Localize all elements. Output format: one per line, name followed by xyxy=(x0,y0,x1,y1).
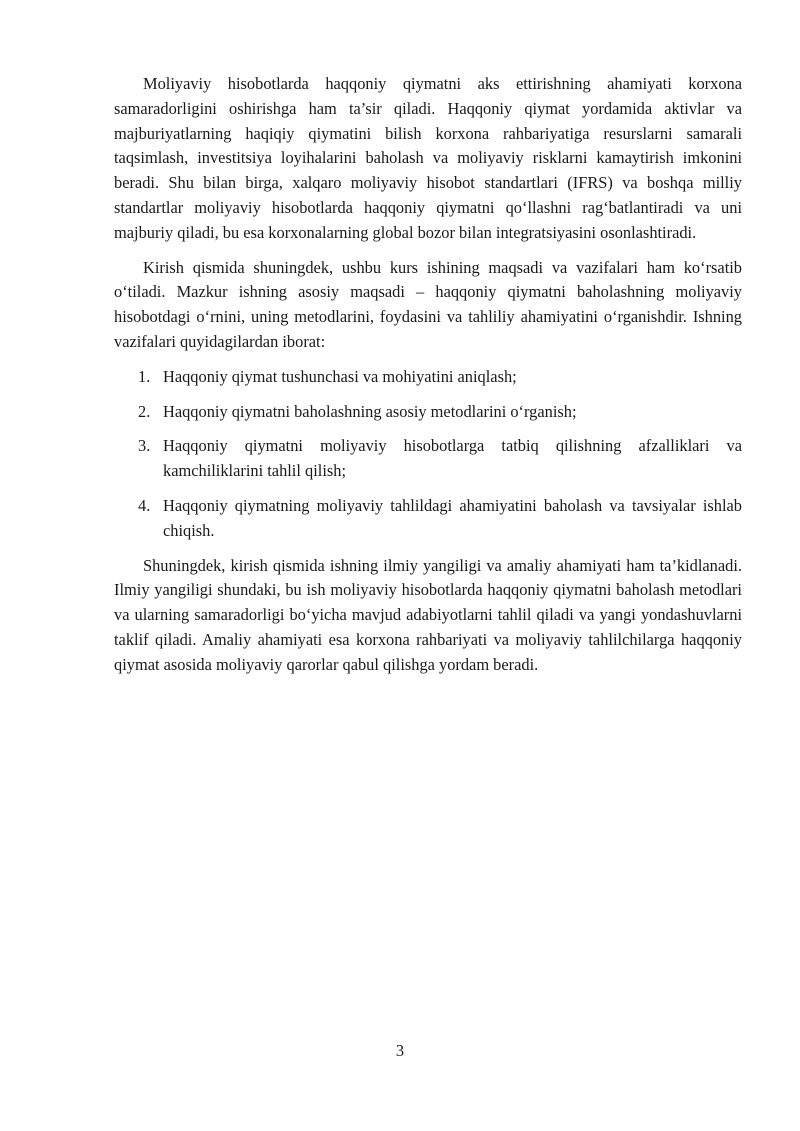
list-item-number: 1. xyxy=(138,366,151,386)
list-item xyxy=(114,494,742,544)
list-item xyxy=(114,400,742,425)
list-item-number: 3. xyxy=(138,436,151,456)
paragraph-intro: Moliyaviy hisobotlarda haqqoniy qiymatni aks ettirishning ahamiyati korxona samaradorligini oshirishga ham ta’sir qiladi. Haqqoniy qiymat yordamida aktivlar va majburiyatlarning haqiqiy qiymatini bilish korxona rahbariyatiga resurslarni samarali taqsimlash, investitsiya loyihalarini baholash va moliyaviy risklarni kamaytirish imkonini beradi. Shu bilan birga, xalqaro moliyaviy hisobot standartlari (IFRS) va boshqa milliy standartlar moliyaviy hisobotlarda haqqoniy qiymatni qo‘llashni rag‘batlantiradi va uni majburiy qiladi, bu esa korxonalarning global bozor bilan integratsiyasini osonlashtiradi. xyxy=(114,74,742,242)
list-item-text: Haqqoniy qiymatning moliyaviy tahlildagi ahamiyatini baholash va tavsiyalar ishlab chiqish. xyxy=(163,495,742,540)
list-item-number: 4. xyxy=(138,495,151,515)
list-item-text: Haqqoniy qiymatni moliyaviy hisobotlarga tatbiq qilishning afzalliklari va kamchiliklarini tahlil qilish; xyxy=(163,436,742,481)
list-item xyxy=(114,434,742,484)
list-item-number: 2. xyxy=(138,401,151,421)
page-number: 3 xyxy=(395,1041,405,1060)
paragraph-closing: Shuningdek, kirish qismida ishning ilmiy yangiligi va amaliy ahamiyati ham ta’kidlanadi. Ilmiy yangiligi shundaki, bu ish moliyaviy hisobotlarda haqqoniy qiymatni baholash metodlari va ularning samaradorligi bo‘yicha mavjud adabiyotlarni tahlil qiladi va yangi yondashuvlarni taklif qiladi. Amaliy ahamiyati esa korxona rahbariyati va moliyaviy tahlilchilarga haqqoniy qiymat asosida moliyaviy qarorlar qabul qilishga yordam beradi. xyxy=(114,555,742,674)
document-page xyxy=(114,72,742,688)
list-item xyxy=(114,365,742,390)
paragraph-goals: Kirish qismida shuningdek, ushbu kurs ishining maqsadi va vazifalari ham ko‘rsatib o‘tiladi. Mazkur ishning asosiy maqsadi – haqqoniy qiymatni baholashning moliyaviy hisobotdagi o‘rnini, uning metodlarini, foydasini va tahliliy ahamiyatini o‘rganishdir. Ishning vazifalari quyidagilardan iborat: xyxy=(114,257,742,351)
tasks-list xyxy=(114,365,742,544)
list-item-text: Haqqoniy qiymat tushunchasi va mohiyatini aniqlash; xyxy=(163,366,517,386)
list-item-text: Haqqoniy qiymatni baholashning asosiy metodlarini o‘rganish; xyxy=(163,401,577,421)
